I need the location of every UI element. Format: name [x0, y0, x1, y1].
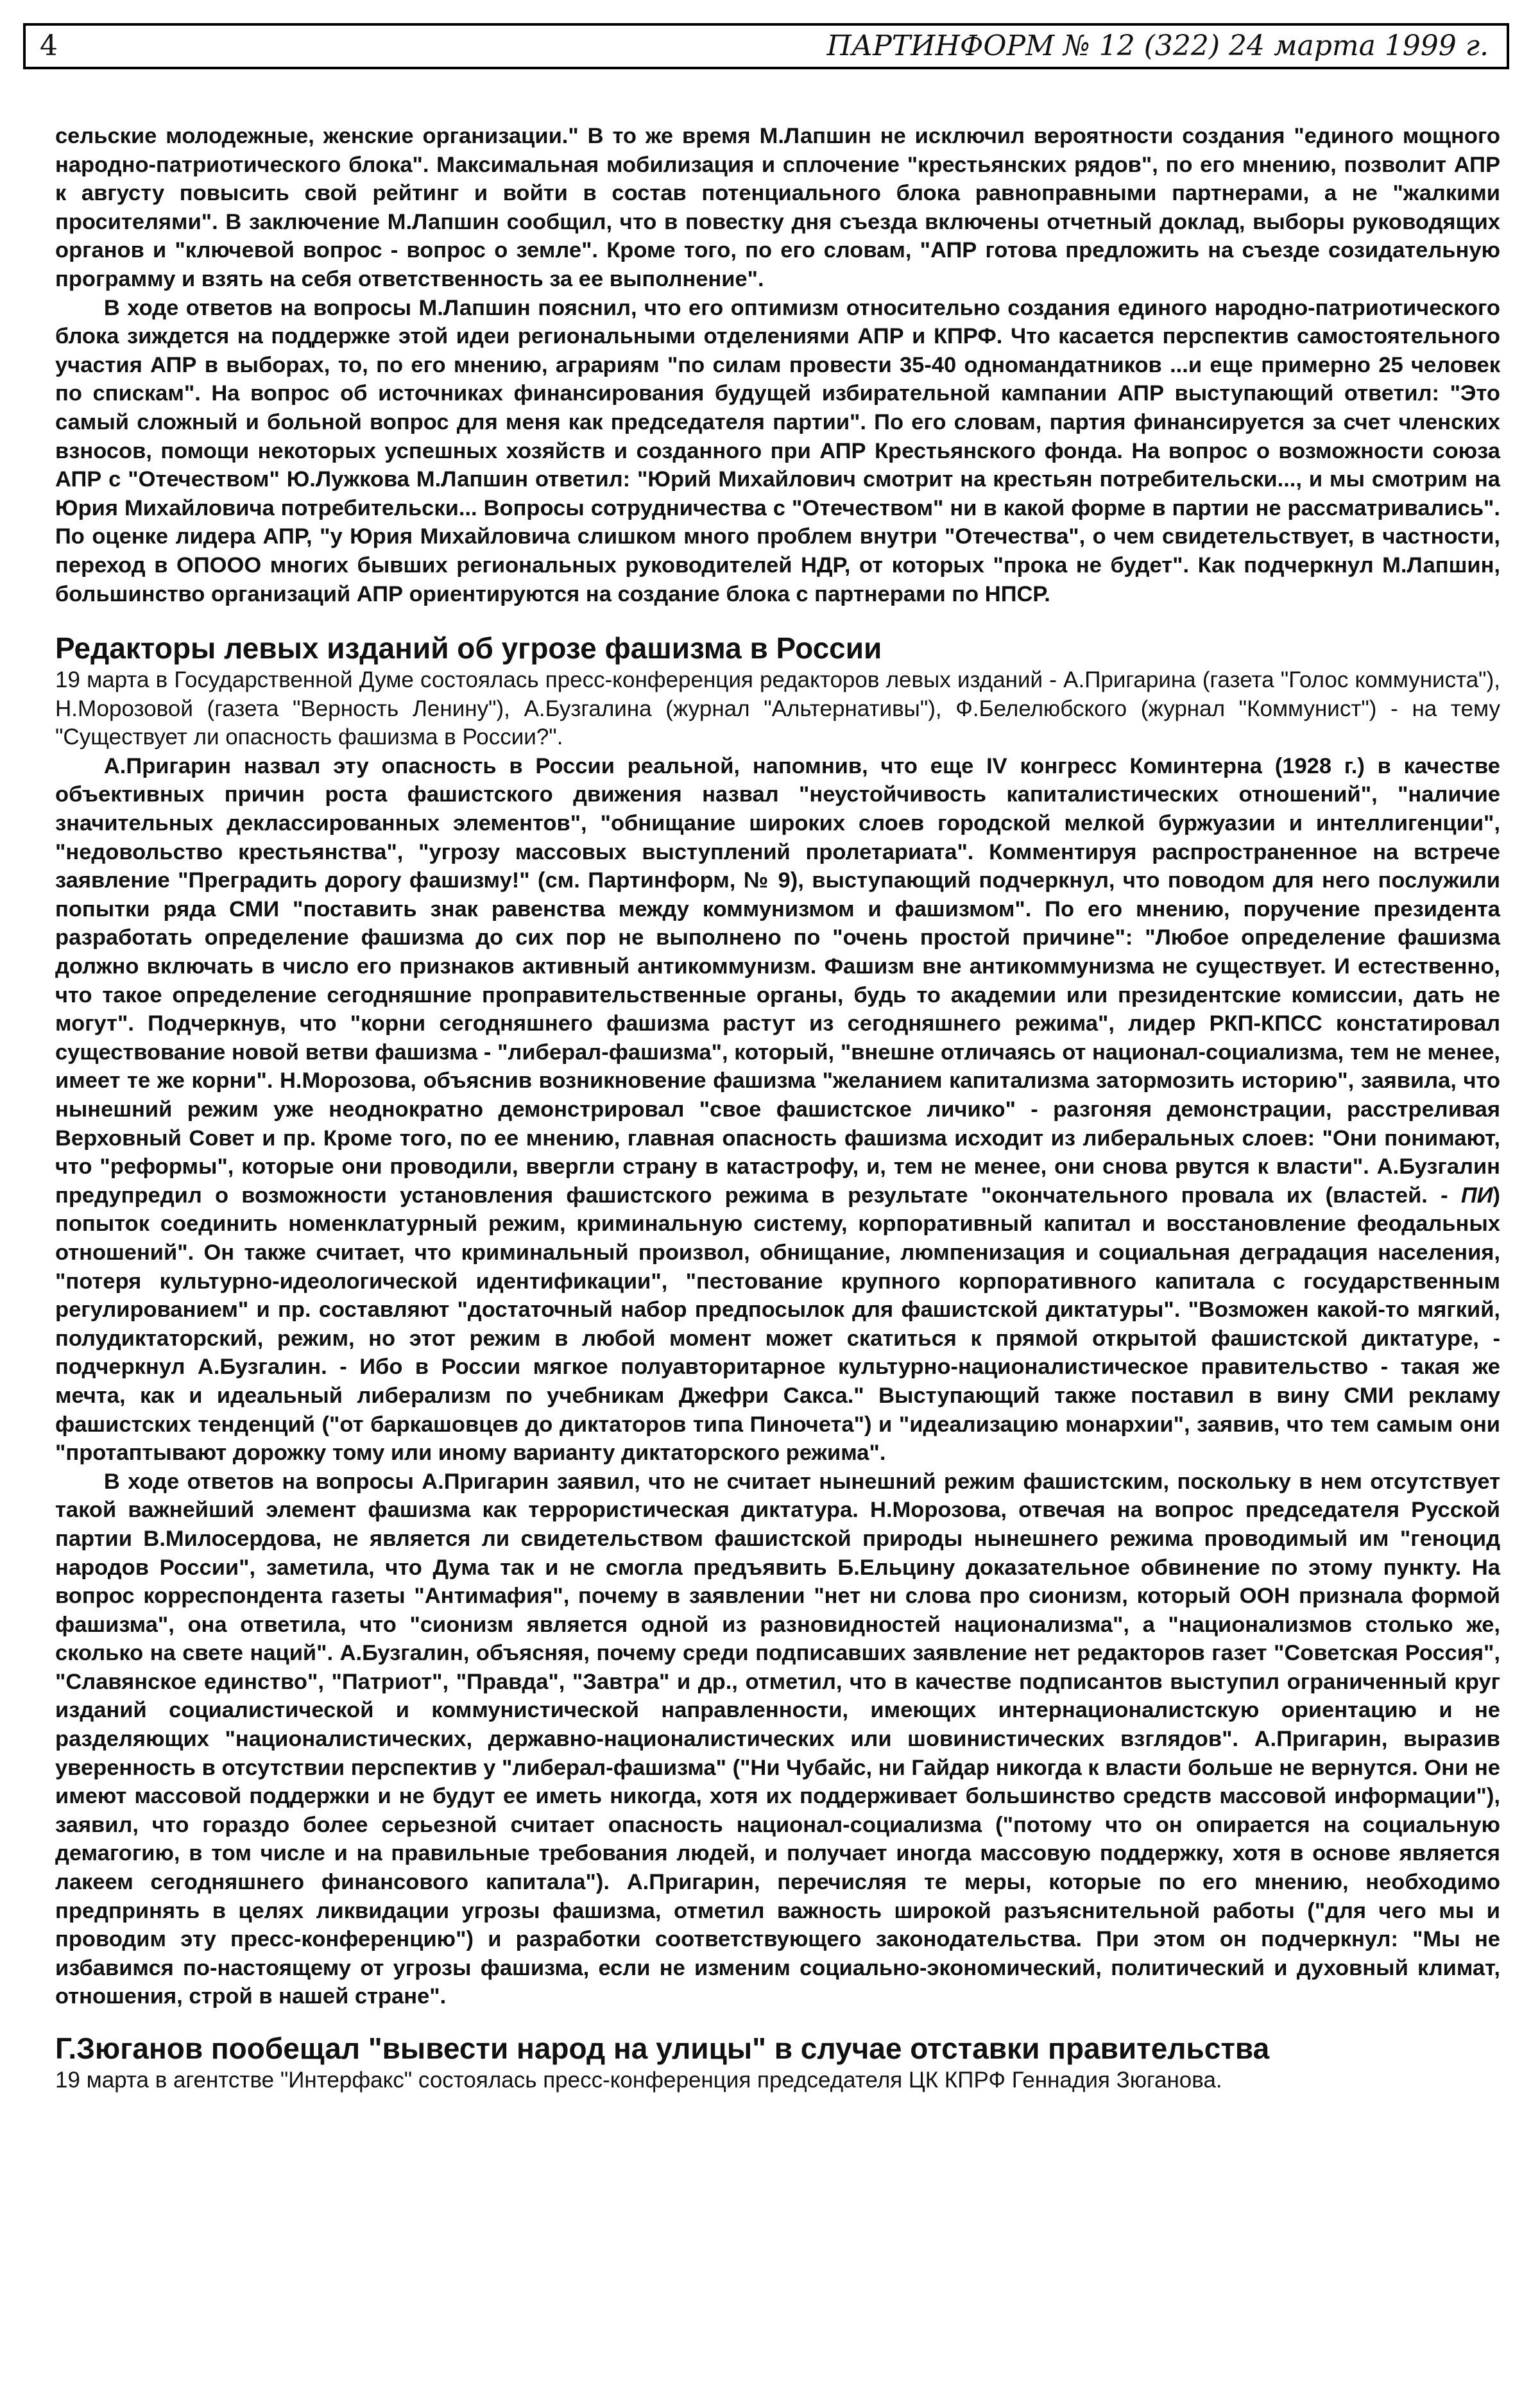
text-run: А.Пригарин назвал эту опасность в России реальной, напомнив, что еще IV конгресс Коминтерна (1928 г.) в качестве объективных причин роста фашистского движения назвал "неустойчивость капиталистических отношений", "наличие значительных деклассированных элементов", "обнищание широких слоев городской мелкой буржуазии и интеллигенции", "недовольство крестьянства", "угрозу массовых выступлений пролетариата". Комментируя распространенное на встрече заявление "Преградить дорогу фашизму!" (см. Партинформ, № 9), выступающий подчеркнул, что поводом для него послужили попытки ряда СМИ "поставить знак равенства между коммунизмом и фашизмом". По его мнению, поручение президента разработать определение фашизма до сих пор не выполнено по "очень простой причине": "Любое определение фашизма должно включать в число его признаков активный антикоммунизм. Фашизм вне антикоммунизма не существует. И естественно, что такое определение сегодняшние проправительственные органы, будь то академии или президентские комиссии, дать не могут". Подчеркнув, что "корни сегодняшнего фашизма растут из сегодняшнего режима", лидер РКП-КПСС констатировал существование новой ветви фашизма - "либерал-фашизма", который, "внешне отличаясь от национал-социализма, тем не менее, имеет те же корни". Н.Морозова, объяснив возникновение фашизма "желанием капитализма затормозить историю", заявила, что нынешний режим уже неоднократно демонстрировал "свое фашистское личико" - разгоняя демонстрации, расстреливая Верховный Совет и пр. Кроме того, по ее мнению, главная опасность фашизма исходит из либеральных слоев: "Они понимают, что "реформы", которые они проводили, ввергли страну в катастрофу, и, тем не менее, они снова рвутся к власти". А.Бузгалин предупредил о возможности установления фашистского режима в результате "окончательного провала их (властей. -	[55, 753, 1500, 1208]
article-headline: Г.Зюганов пообещал "вывести народ на улицы" в случае отставки правительства	[55, 2032, 1270, 2065]
article-paragraph: сельские молодежные, женские организации." В то же время М.Лапшин не исключил вероятности создания "единого мощного народно-патриотического блока". Максимальная мобилизация и сплочение "крестьянских рядов", по его мнению, позволит АПР к августу повысить свой рейтинг и войти в состав потенциального блока равноправными партнерами, а не "жалкими просителями". В заключение М.Лапшин сообщил, что в повестку дня съезда включены отчетный доклад, выборы руководящих органов и "ключевой вопрос - вопрос о земле". Кроме того, по его словам, "АПР готова предложить на съезде созидательную программу и взять на себя ответственность за ее выполнение".	[55, 124, 1500, 291]
article-paragraph	[55, 752, 1500, 1468]
article-headline: Редакторы левых изданий об угрозе фашизма в России	[55, 631, 882, 665]
article-column	[55, 122, 1500, 2095]
issue-title: ПАРТИНФОРМ № 12 (322) 24 марта 1999 г.	[826, 30, 1489, 62]
article-lapshin	[55, 122, 1500, 608]
editor-note-abbr: ПИ	[1460, 1183, 1493, 1208]
page-number: 4	[40, 30, 58, 62]
article-fascism	[55, 630, 1500, 2011]
article-paragraph: В ходе ответов на вопросы А.Пригарин заявил, что не считает нынешний режим фашистским, поскольку в нем отсутствует такой важнейший элемент фашизма как террористическая диктатура. Н.Морозова, отвечая на вопрос председателя Русской партии В.Милосердова, не является ли свидетельством фашистской природы нынешнего режима проводимый им "геноцид народов России", заметила, что Дума так и не смогла предъявить Б.Ельцину доказательное обвинение по этому пункту. На вопрос корреспондента газеты "Антимафия", почему в заявлении "нет ни слова про сионизм, который ООН признала формой фашизма", она ответила, что "сионизм является одной из разновидностей национализма", а "национализмов столько же, сколько на свете наций". А.Бузгалин, объясняя, почему среди подписавших заявление нет редакторов газет "Советская Россия", "Славянское единство", "Патриот", "Правда", "Завтра" и др., отметил, что в качестве подписантов выступил ограниченный круг изданий социалистической и коммунистической направленности, имеющих интернационалистскую ориентацию и не разделяющих "националистических, державно-националистических или шовинистических взглядов". А.Пригарин, выразив уверенность в отсутствии перспектив у "либерал-фашизма" ("Ни Чубайс, ни Гайдар никогда к власти больше не вернутся. Они не имеют массовой поддержки и не будут ее иметь никогда, хотя их поддерживает большинство средств массовой информации"), заявил, что гораздо более серьезной считает опасность национал-социализма ("потому что он опирается на социальную демагогию, в том числе и на правильные требования людей, и получает иногда массовую поддержку, хотя в основе является лакеем сегодняшнего финансового капитала"). А.Пригарин, перечисляя те меры, которые по его мнению, необходимо предпринять в целях ликвидации угрозы фашизма, отметил важность широкой разъяснительной работы ("для чего мы и проводим эту пресс-конференцию") и разработки соответствующего законодательства. При этом он подчеркнул: "Мы не избавимся по-настоящему от угрозы фашизма, если не изменим социально-экономический, политический и духовный климат, отношения, строй в нашей стране".	[55, 1469, 1500, 2009]
article-lead: 19 марта в Государственной Думе состоялась пресс-конференция редакторов левых изданий - А.Пригарина (газета "Голос коммуниста"), Н.Морозовой (газета "Верность Ленину"), А.Бузгалина (журнал "Альтернативы"), Ф.Белелюбского (журнал "Коммунист") - на тему "Существует ли опасность фашизма в России?".	[55, 667, 1500, 750]
page-header	[23, 23, 1509, 69]
article-zyuganov	[55, 2030, 1500, 2095]
article-lead: 19 марта в агентстве "Интерфакс" состоялась пресс-конференция председателя ЦК КПРФ Геннадия Зюганова.	[55, 2068, 1222, 2093]
text-run: ) попыток соединить номенклатурный режим, криминальную систему, корпоративный капитал и восстановление феодальных отношений". Он также считает, что криминальный произвол, обнищание, люмпенизация и социальная деградация населения, "потеря культурно-идеологической идентификации", "пестование крупного корпоративного капитала с государственным регулированием" и пр. составляют "достаточный набор предпосылок для фашистской диктатуры". "Возможен какой-то мягкий, полудиктаторский, режим, но этот режим в любой момент может скатиться к прямой открытой фашистской диктатуре, - подчеркнул А.Бузгалин. - Ибо в России мягкое полуавторитарное культурно-националистическое правительство - такая же мечта, как и идеальный либерализм по учебникам Джефри Сакса." Выступающий также поставил в вину СМИ рекламу фашистских тенденций ("от баркашовцев до диктаторов типа Пиночета") и "идеализацию монархии", заявив, что тем самым они "протаптывают дорожку тому или иному варианту диктаторского режима".	[55, 1183, 1500, 1466]
article-paragraph: В ходе ответов на вопросы М.Лапшин пояснил, что его оптимизм относительно создания единого народно-патриотического блока зиждется на поддержке этой идеи региональными отделениями АПР и КПРФ. Что касается перспектив самостоятельного участия АПР в выборах, то, по его мнению, аграриям "по силам провести 35-40 одномандатников ...и еще примерно 25 человек по спискам". На вопрос об источниках финансирования будущей избирательной кампании АПР выступающий ответил: "Это самый сложный и больной вопрос для меня как председателя партии". По его словам, партия финансируется за счет членских взносов, помощи некоторых успешных хозяйств и созданного при АПР Крестьянского фонда. На вопрос о возможности союза АПР с "Отечеством" Ю.Лужкова М.Лапшин ответил: "Юрий Михайлович смотрит на крестьян потребительски..., и мы смотрим на Юрия Михайловича потребительски... Вопросы сотрудничества с "Отечеством" ни в какой форме в партии не рассматривались". По оценке лидера АПР, "у Юрия Михайловича слишком много проблем внутри "Отечества", о чем свидетельствует, в частности, переход в ОПООО многих бывших региональных руководителей НДР, от которых "прока не будет". Как подчеркнул М.Лапшин, большинство организаций АПР ориентируются на создание блока с партнерами по НПСР.	[55, 295, 1500, 606]
